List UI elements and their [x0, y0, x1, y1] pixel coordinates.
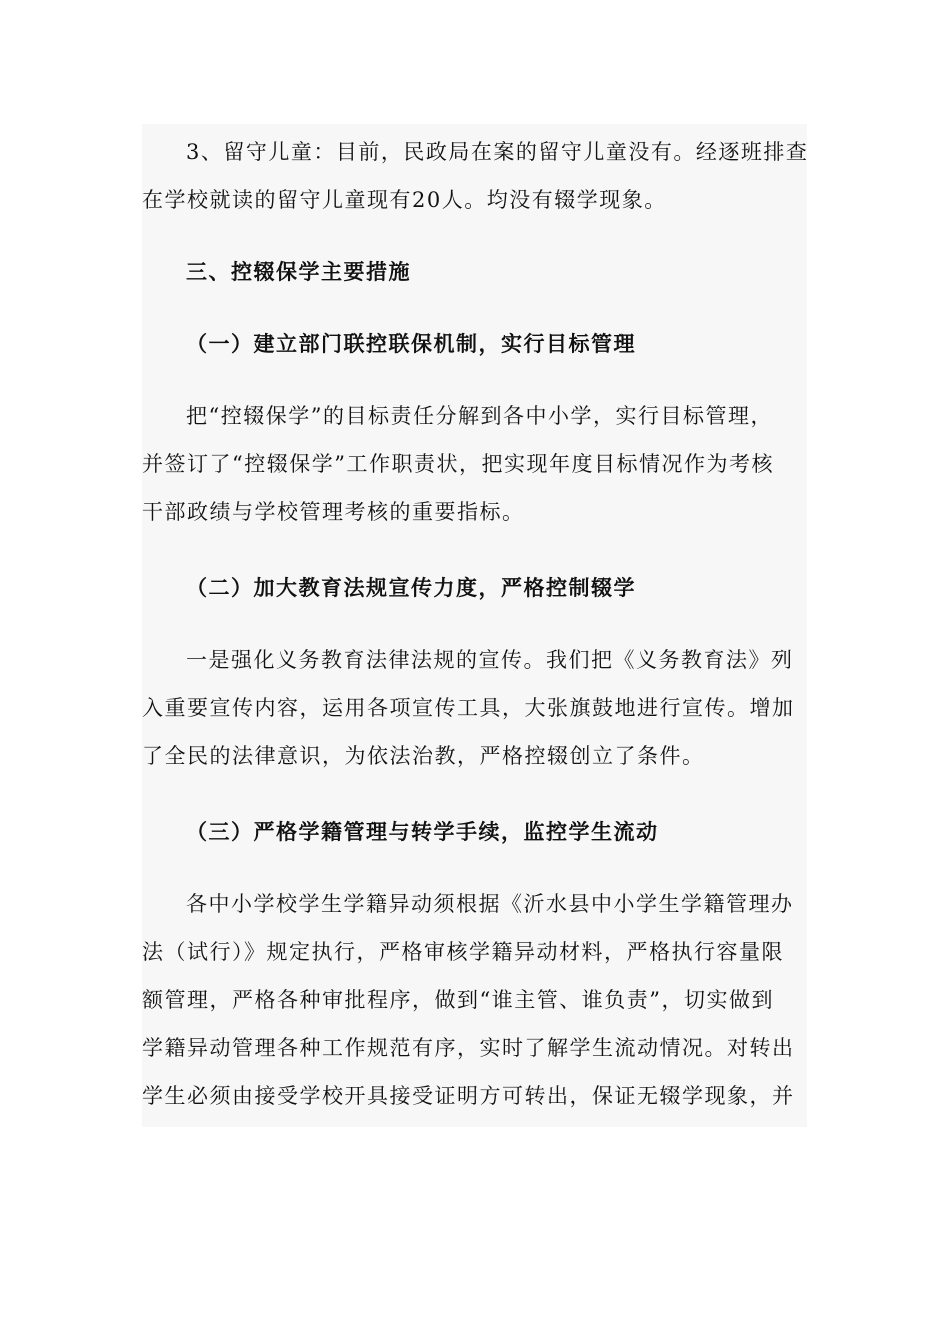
text-line: 3、留守儿童：目前，民政局在案的留守儿童没有。经逐班排查: [186, 140, 809, 164]
text-line: 学生必须由接受学校开具接受证明方可转出，保证无辍学现象，并: [142, 1084, 795, 1108]
heading-text: （三）严格学籍管理与转学手续，监控学生流动: [186, 819, 659, 844]
text-line: 了全民的法律意识，为依法治教，严格控辍创立了条件。: [142, 744, 705, 768]
text-line: 干部政绩与学校管理考核的重要指标。: [142, 500, 525, 524]
heading-text: （一）建立部门联控联保机制，实行目标管理: [186, 331, 636, 356]
paragraph-left-behind-children: [142, 128, 807, 224]
text-line: 并签订了“控辍保学”工作职责状，把实现年度目标情况作为考核: [142, 452, 774, 476]
section-heading-measures: [142, 248, 807, 296]
text-line: 法（试行）》规定执行，严格审核学籍异动材料，严格执行容量限: [142, 940, 784, 964]
subheading-3: [142, 808, 807, 856]
text-line: 额管理，严格各种审批程序，做到“谁主管、谁负责”，切实做到: [142, 988, 774, 1012]
paragraph-student-registry: [142, 880, 807, 1120]
text-line: 各中小学校学生学籍异动须根据《沂水县中小学生学籍管理办: [186, 892, 794, 916]
text-line: 入重要宣传内容，运用各项宣传工具，大张旗鼓地进行宣传。增加: [142, 696, 795, 720]
paragraph-target-management: [142, 392, 807, 536]
subheading-1: [142, 320, 807, 368]
paragraph-law-publicity: [142, 636, 807, 780]
text-line: 学籍异动管理各种工作规范有序，实时了解学生流动情况。对转出: [142, 1036, 795, 1060]
document-text-block: [142, 124, 807, 1127]
text-line: 一是强化义务教育法律法规的宣传。我们把《义务教育法》列: [186, 648, 794, 672]
heading-text: （二）加大教育法规宣传力度，严格控制辍学: [186, 575, 636, 600]
text-line: 在学校就读的留守儿童现有20人。均没有辍学现象。: [142, 188, 667, 212]
text-line: 把“控辍保学”的目标责任分解到各中小学，实行目标管理，: [186, 404, 773, 428]
heading-text: 三、控辍保学主要措施: [186, 259, 411, 284]
subheading-2: [142, 564, 807, 612]
